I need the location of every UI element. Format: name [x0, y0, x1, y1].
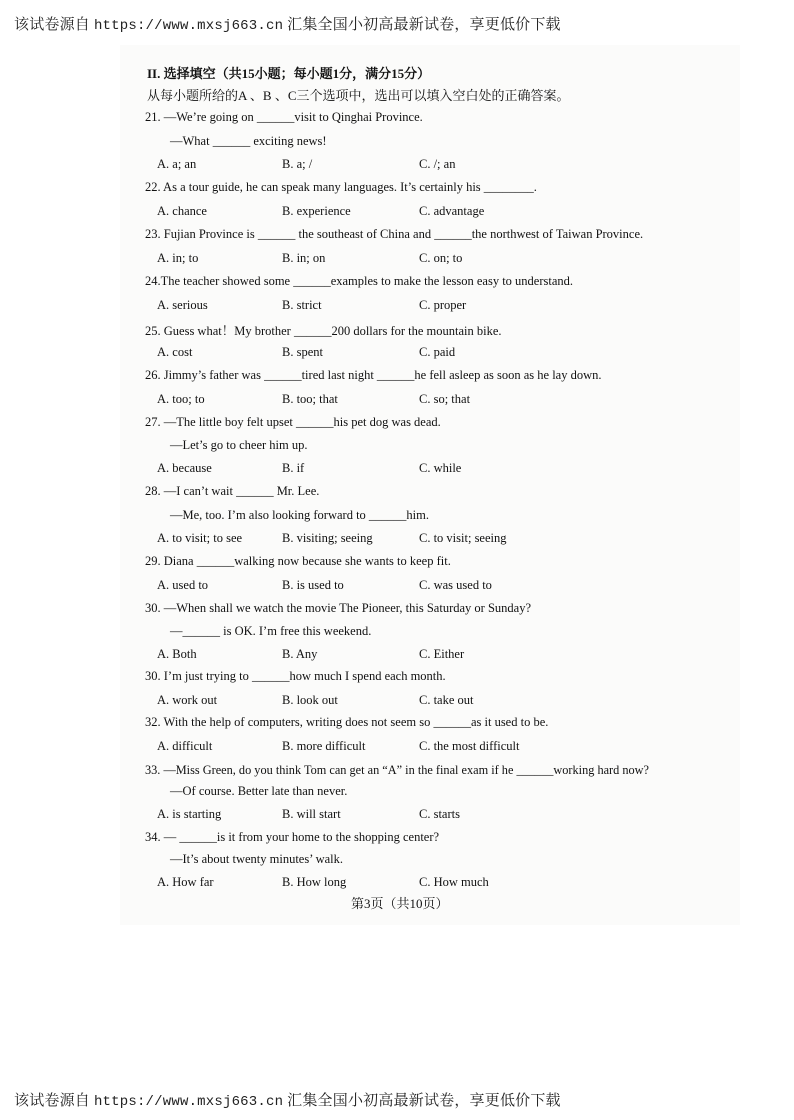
option-a: A. is starting	[157, 807, 222, 821]
question-reply: —Let’s go to cheer him up.	[170, 438, 308, 452]
option-a: A. difficult	[157, 739, 213, 753]
option-a: A. too; to	[157, 392, 205, 406]
option-a: A. Both	[157, 647, 197, 661]
option-c: C. to visit; seeing	[419, 531, 507, 545]
option-c: C. /; an	[419, 157, 456, 171]
question-stem: 23. Fujian Province is ______ the southeast of China and ______the northwest of Taiwan Province.	[145, 227, 644, 241]
option-c: C. so; that	[419, 392, 471, 406]
question-stem: 24.The teacher showed some ______examples to make the lesson easy to understand.	[145, 274, 574, 288]
option-b: B. too; that	[282, 392, 338, 406]
option-b: B. Any	[282, 647, 318, 661]
question-stem: 26. Jimmy’s father was ______tired last night ______he fell asleep as soon as he lay down.	[145, 368, 602, 382]
option-c: C. proper	[419, 298, 467, 312]
question-stem: 28. —I can’t wait ______ Mr. Lee.	[145, 484, 320, 498]
option-b: B. spent	[282, 345, 323, 359]
question-reply: —Of course. Better late than never.	[170, 784, 348, 798]
page-number: 第3页（共10页）	[351, 896, 449, 911]
option-a: A. cost	[157, 345, 193, 359]
question-stem: 32. With the help of computers, writing does not seem so ______as it used to be.	[145, 715, 549, 729]
option-b: B. more difficult	[282, 739, 366, 753]
question-reply: —It’s about twenty minutes’ walk.	[170, 852, 344, 866]
section-instruction: 从每小题所给的A 、B 、C三个选项中，选出可以填入空白处的正确答案。	[147, 88, 570, 103]
option-c: C. advantage	[419, 204, 485, 218]
option-a: A. because	[157, 461, 212, 475]
question-stem: 34. — ______is it from your home to the shopping center?	[145, 830, 440, 844]
question-stem: 27. —The little boy felt upset ______his pet dog was dead.	[145, 415, 441, 429]
source-banner-top: 该试卷源自 https://www.mxsj663.cn 汇集全国小初高最新试卷，享更低价下载	[14, 17, 561, 34]
option-c: C. take out	[419, 693, 474, 707]
option-b: B. visiting; seeing	[282, 531, 373, 545]
option-c: C. while	[419, 461, 462, 475]
option-c: C. paid	[419, 345, 456, 359]
question-stem: 22. As a tour guide, he can speak many languages. It’s certainly his ________.	[145, 180, 537, 194]
source-url[interactable]: https://www.mxsj663.cn	[93, 18, 284, 34]
option-a: A. work out	[157, 693, 218, 707]
source-banner-bottom: 该试卷源自 https://www.mxsj663.cn 汇集全国小初高最新试卷，享更低价下载	[14, 1093, 561, 1110]
option-a: A. in; to	[157, 251, 199, 265]
option-b: B. in; on	[282, 251, 326, 265]
option-c: C. How much	[419, 875, 489, 889]
option-b: B. look out	[282, 693, 338, 707]
option-b: B. experience	[282, 204, 351, 218]
option-b: B. a; /	[282, 157, 313, 171]
option-c: C. was used to	[419, 578, 492, 592]
question-stem: 30. I’m just trying to ______how much I spend each month.	[145, 669, 446, 683]
option-c: C. on; to	[419, 251, 463, 265]
question-stem: 29. Diana ______walking now because she wants to keep fit.	[145, 554, 451, 568]
question-stem: 25. Guess what！My brother ______200 dollars for the mountain bike.	[145, 324, 502, 338]
option-a: A. to visit; to see	[157, 531, 243, 545]
question-reply: —What ______ exciting news!	[170, 134, 327, 148]
question-stem: 33. —Miss Green, do you think Tom can get an “A” in the final exam if he ______working hard now?	[145, 763, 649, 777]
option-c: C. Either	[419, 647, 465, 661]
option-b: B. How long	[282, 875, 347, 889]
option-b: B. will start	[282, 807, 341, 821]
option-b: B. strict	[282, 298, 322, 312]
question-reply: —______ is OK. I’m free this weekend.	[170, 624, 372, 638]
question-stem: 30. —When shall we watch the movie The Pioneer, this Saturday or Sunday?	[145, 601, 531, 615]
option-a: A. chance	[157, 204, 207, 218]
question-reply: —Me, too. I’m also looking forward to ______him.	[170, 508, 429, 522]
source-url[interactable]: https://www.mxsj663.cn	[93, 1094, 284, 1110]
option-c: C. starts	[419, 807, 460, 821]
option-a: A. serious	[157, 298, 208, 312]
option-a: A. a; an	[157, 157, 197, 171]
option-c: C. the most difficult	[419, 739, 520, 753]
option-b: B. if	[282, 461, 305, 475]
option-a: A. How far	[157, 875, 214, 889]
option-b: B. is used to	[282, 578, 344, 592]
option-a: A. used to	[157, 578, 209, 592]
section-title: II. 选择填空（共15小题；每小题1分，满分15分）	[147, 66, 431, 81]
question-stem: 21. —We’re going on ______visit to Qinghai Province.	[145, 110, 423, 124]
